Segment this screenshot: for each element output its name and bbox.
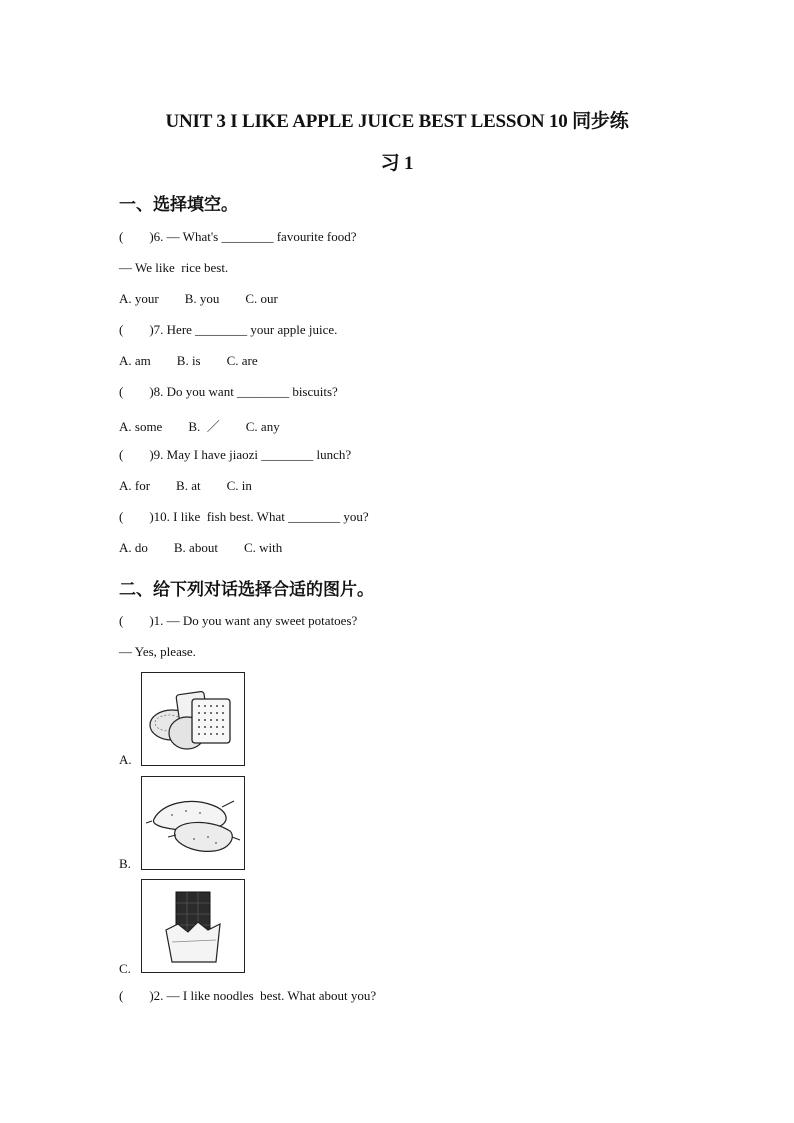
- question-10: ( )10. I like fish best. What ________ you?: [119, 509, 369, 524]
- question-8-options: A. some B. ／ C. any: [119, 419, 280, 434]
- biscuits-icon: [142, 673, 244, 765]
- question-7: ( )7. Here ________ your apple juice.: [119, 322, 338, 337]
- question-7-options: A. am B. is C. are: [119, 353, 258, 368]
- question-6: ( )6. — What's ________ favourite food?: [119, 229, 357, 244]
- sweet-potatoes-image: [141, 776, 245, 870]
- question-6-answer: — We like rice best.: [119, 260, 229, 275]
- s2-question-1: ( )1. — Do you want any sweet potatoes?: [119, 613, 358, 628]
- question-9: ( )9. May I have jiaozi ________ lunch?: [119, 447, 352, 462]
- option-a-label: A.: [119, 752, 132, 767]
- page-title-line1: UNIT 3 I LIKE APPLE JUICE BEST LESSON 10 同步练: [165, 111, 629, 132]
- question-6-options: A. your B. you C. our: [119, 291, 278, 306]
- s2-question-1-answer: — Yes, please.: [119, 644, 196, 659]
- chocolate-image: [141, 879, 245, 973]
- biscuits-image: [141, 672, 245, 766]
- page-title-line2: 习 1: [380, 153, 414, 174]
- section1-heading: 一、选择填空。: [119, 195, 238, 215]
- chocolate-icon: [142, 880, 244, 972]
- question-8: ( )8. Do you want ________ biscuits?: [119, 384, 338, 399]
- section2-heading: 二、给下列对话选择合适的图片。: [119, 580, 374, 600]
- option-b-label: B.: [119, 856, 131, 871]
- question-9-options: A. for B. at C. in: [119, 478, 252, 493]
- question-10-options: A. do B. about C. with: [119, 540, 283, 555]
- option-c-label: C.: [119, 961, 131, 976]
- s2-question-2: ( )2. — I like noodles best. What about you?: [119, 988, 377, 1003]
- sweet-potatoes-icon: [142, 777, 244, 869]
